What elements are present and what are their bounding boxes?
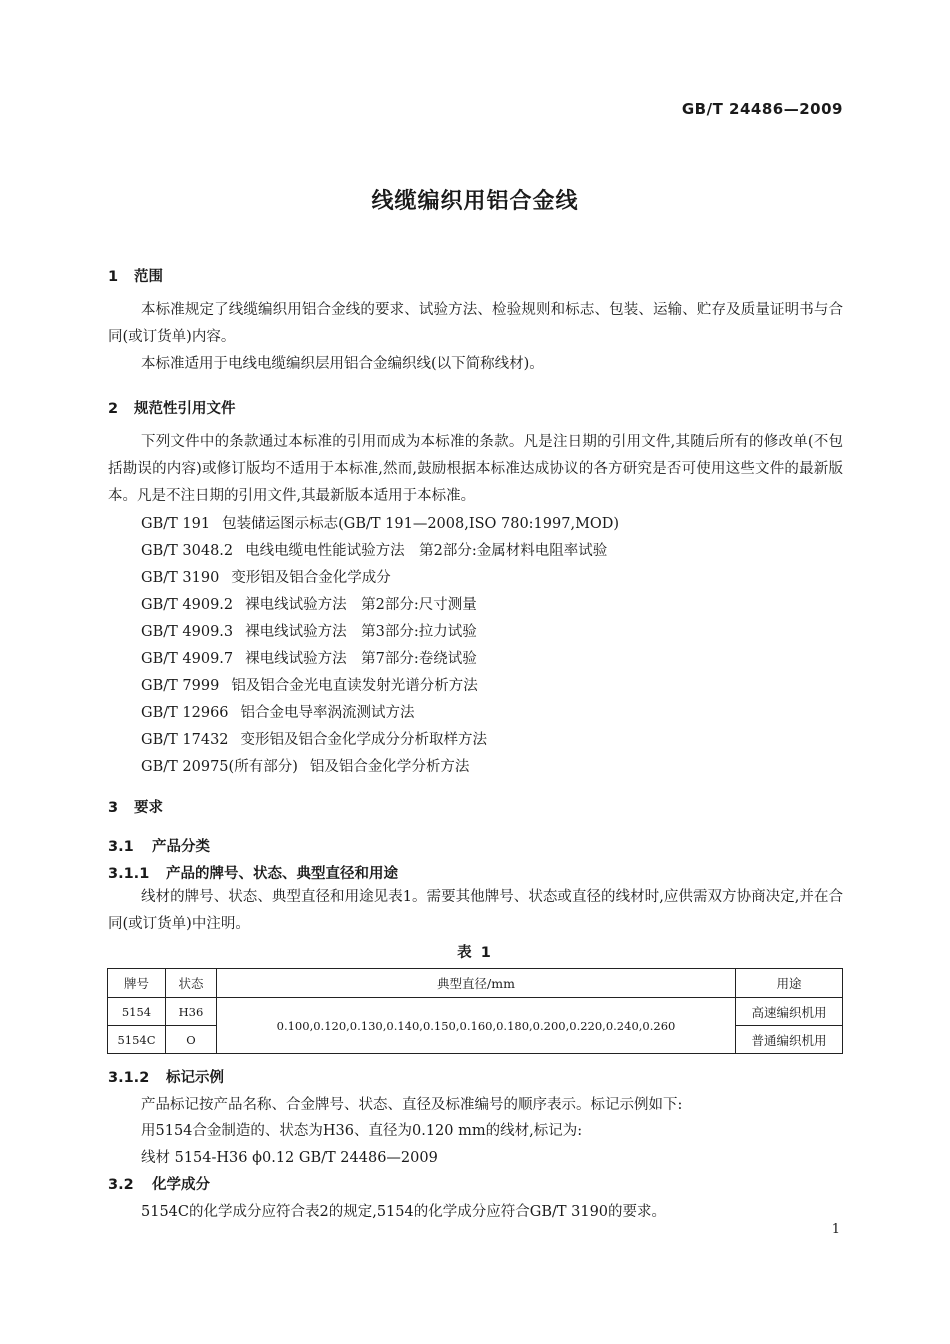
section-1-paragraph-1: 本标准规定了线缆编织用铝合金线的要求、试验方法、检验规则和标志、包装、运输、贮存及质量证明书与合同(或订货单)内容。 [108,302,843,345]
reference-code: GB/T 4909.7 [141,651,234,667]
section-title: 要求 [134,800,163,816]
reference-item [141,620,477,641]
use-cell: 普通编织机用 [736,1026,843,1054]
reference-title: 裸电线试验方法 第7部分:卷绕试验 [245,651,477,667]
table-1-caption: 表 1 [457,945,493,961]
use-cell: 高速编织机用 [736,998,843,1026]
reference-title: 裸电线试验方法 第3部分:拉力试验 [245,624,477,640]
section-title: 范围 [134,269,163,285]
grade-cell: 5154C [108,1026,166,1054]
reference-code: GB/T 20975(所有部分) [141,759,298,775]
section-number: 3.2 [108,1177,134,1193]
reference-item [141,539,607,560]
reference-item [141,647,477,668]
section-3-heading [108,796,163,817]
section-1-paragraph-2: 本标准适用于电线电缆编织层用铝合金编织线(以下简称线材)。 [141,356,544,372]
table-header-temper: 状态 [166,969,217,998]
reference-title: 铝及铝合金光电直读发射光谱分析方法 [231,678,478,694]
section-title: 规范性引用文件 [134,401,236,417]
reference-code: GB/T 3048.2 [141,543,234,559]
section-title: 产品分类 [152,839,210,855]
reference-code: GB/T 17432 [141,732,229,748]
reference-item [141,512,619,533]
table-row [108,998,843,1026]
reference-code: GB/T 3190 [141,570,220,586]
section-2-intro: 下列文件中的条款通过本标准的引用而成为本标准的条款。凡是注日期的引用文件,其随后所有的修改单(不包括勘误的内容)或修订版均不适用于本标准,然而,鼓励根据本标准达成协议的各方研究是否可使用这些文件的最新版本。凡是不注日期的引用文件,其最新版本适用于本标准。 [108,434,843,504]
standard-code: GB/T 24486—2009 [681,100,843,118]
table-header-row [108,969,843,998]
marking-description: 产品标记按产品名称、合金牌号、状态、直径及标准编号的顺序表示。标记示例如下: [141,1097,683,1113]
section-1-heading [108,265,163,286]
reference-code: GB/T 12966 [141,705,229,721]
reference-code: GB/T 4909.2 [141,597,234,613]
grade-cell: 5154 [108,998,166,1026]
section-number: 3.1 [108,839,134,855]
section-3-2-paragraph: 5154C的化学成分应符合表2的规定,5154的化学成分应符合GB/T 3190的要求。 [141,1204,667,1220]
reference-item [141,701,415,722]
section-3-1-2-heading [108,1066,224,1087]
section-title: 标记示例 [166,1070,224,1086]
reference-code: GB/T 4909.3 [141,624,234,640]
section-number: 3 [108,800,119,816]
section-number: 3.1.2 [108,1070,150,1086]
table-header-diameter: 典型直径/mm [217,969,736,998]
reference-title: 铝合金电导率涡流测试方法 [240,705,415,721]
reference-title: 变形铝及铝合金化学成分 [231,570,391,586]
reference-title: 电线电缆电性能试验方法 第2部分:金属材料电阻率试验 [245,543,608,559]
section-3-2-heading [108,1173,210,1194]
reference-item [141,566,391,587]
section-3-1-1-heading [108,862,398,883]
section-number: 3.1.1 [108,866,150,882]
section-number: 2 [108,401,119,417]
reference-code: GB/T 7999 [141,678,220,694]
reference-item [141,674,478,695]
reference-item [141,593,477,614]
reference-code: GB/T 191 [141,516,211,532]
temper-cell: H36 [166,998,217,1026]
table-header-grade: 牌号 [108,969,166,998]
reference-item [141,755,469,776]
document-title: 线缆编织用铝合金线 [371,189,579,214]
marking-example: 线材 5154-H36 ϕ0.12 GB/T 24486—2009 [141,1150,438,1166]
temper-cell: O [166,1026,217,1054]
table-header-use: 用途 [736,969,843,998]
reference-item [141,728,487,749]
marking-example-intro: 用5154合金制造的、状态为H36、直径为0.120 mm的线材,标记为: [141,1123,583,1139]
section-3-1-heading [108,835,210,856]
reference-title: 变形铝及铝合金化学成分分析取样方法 [240,732,488,748]
reference-title: 裸电线试验方法 第2部分:尺寸测量 [245,597,477,613]
reference-title: 包装储运图示标志(GB/T 191—2008,ISO 780:1997,MOD) [222,516,620,532]
section-2-heading [108,397,236,418]
reference-title: 铝及铝合金化学分析方法 [309,759,470,775]
table-1 [107,968,843,1054]
page-number: 1 [831,1222,840,1237]
section-title: 产品的牌号、状态、典型直径和用途 [166,866,398,882]
section-3-1-1-paragraph: 线材的牌号、状态、典型直径和用途见表1。需要其他牌号、状态或直径的线材时,应供需双方协商决定,并在合同(或订货单)中注明。 [108,889,843,932]
section-title: 化学成分 [152,1177,210,1193]
section-number: 1 [108,269,119,285]
diameter-cell: 0.100,0.120,0.130,0.140,0.150,0.160,0.180,0.200,0.220,0.240,0.260 [217,998,736,1054]
